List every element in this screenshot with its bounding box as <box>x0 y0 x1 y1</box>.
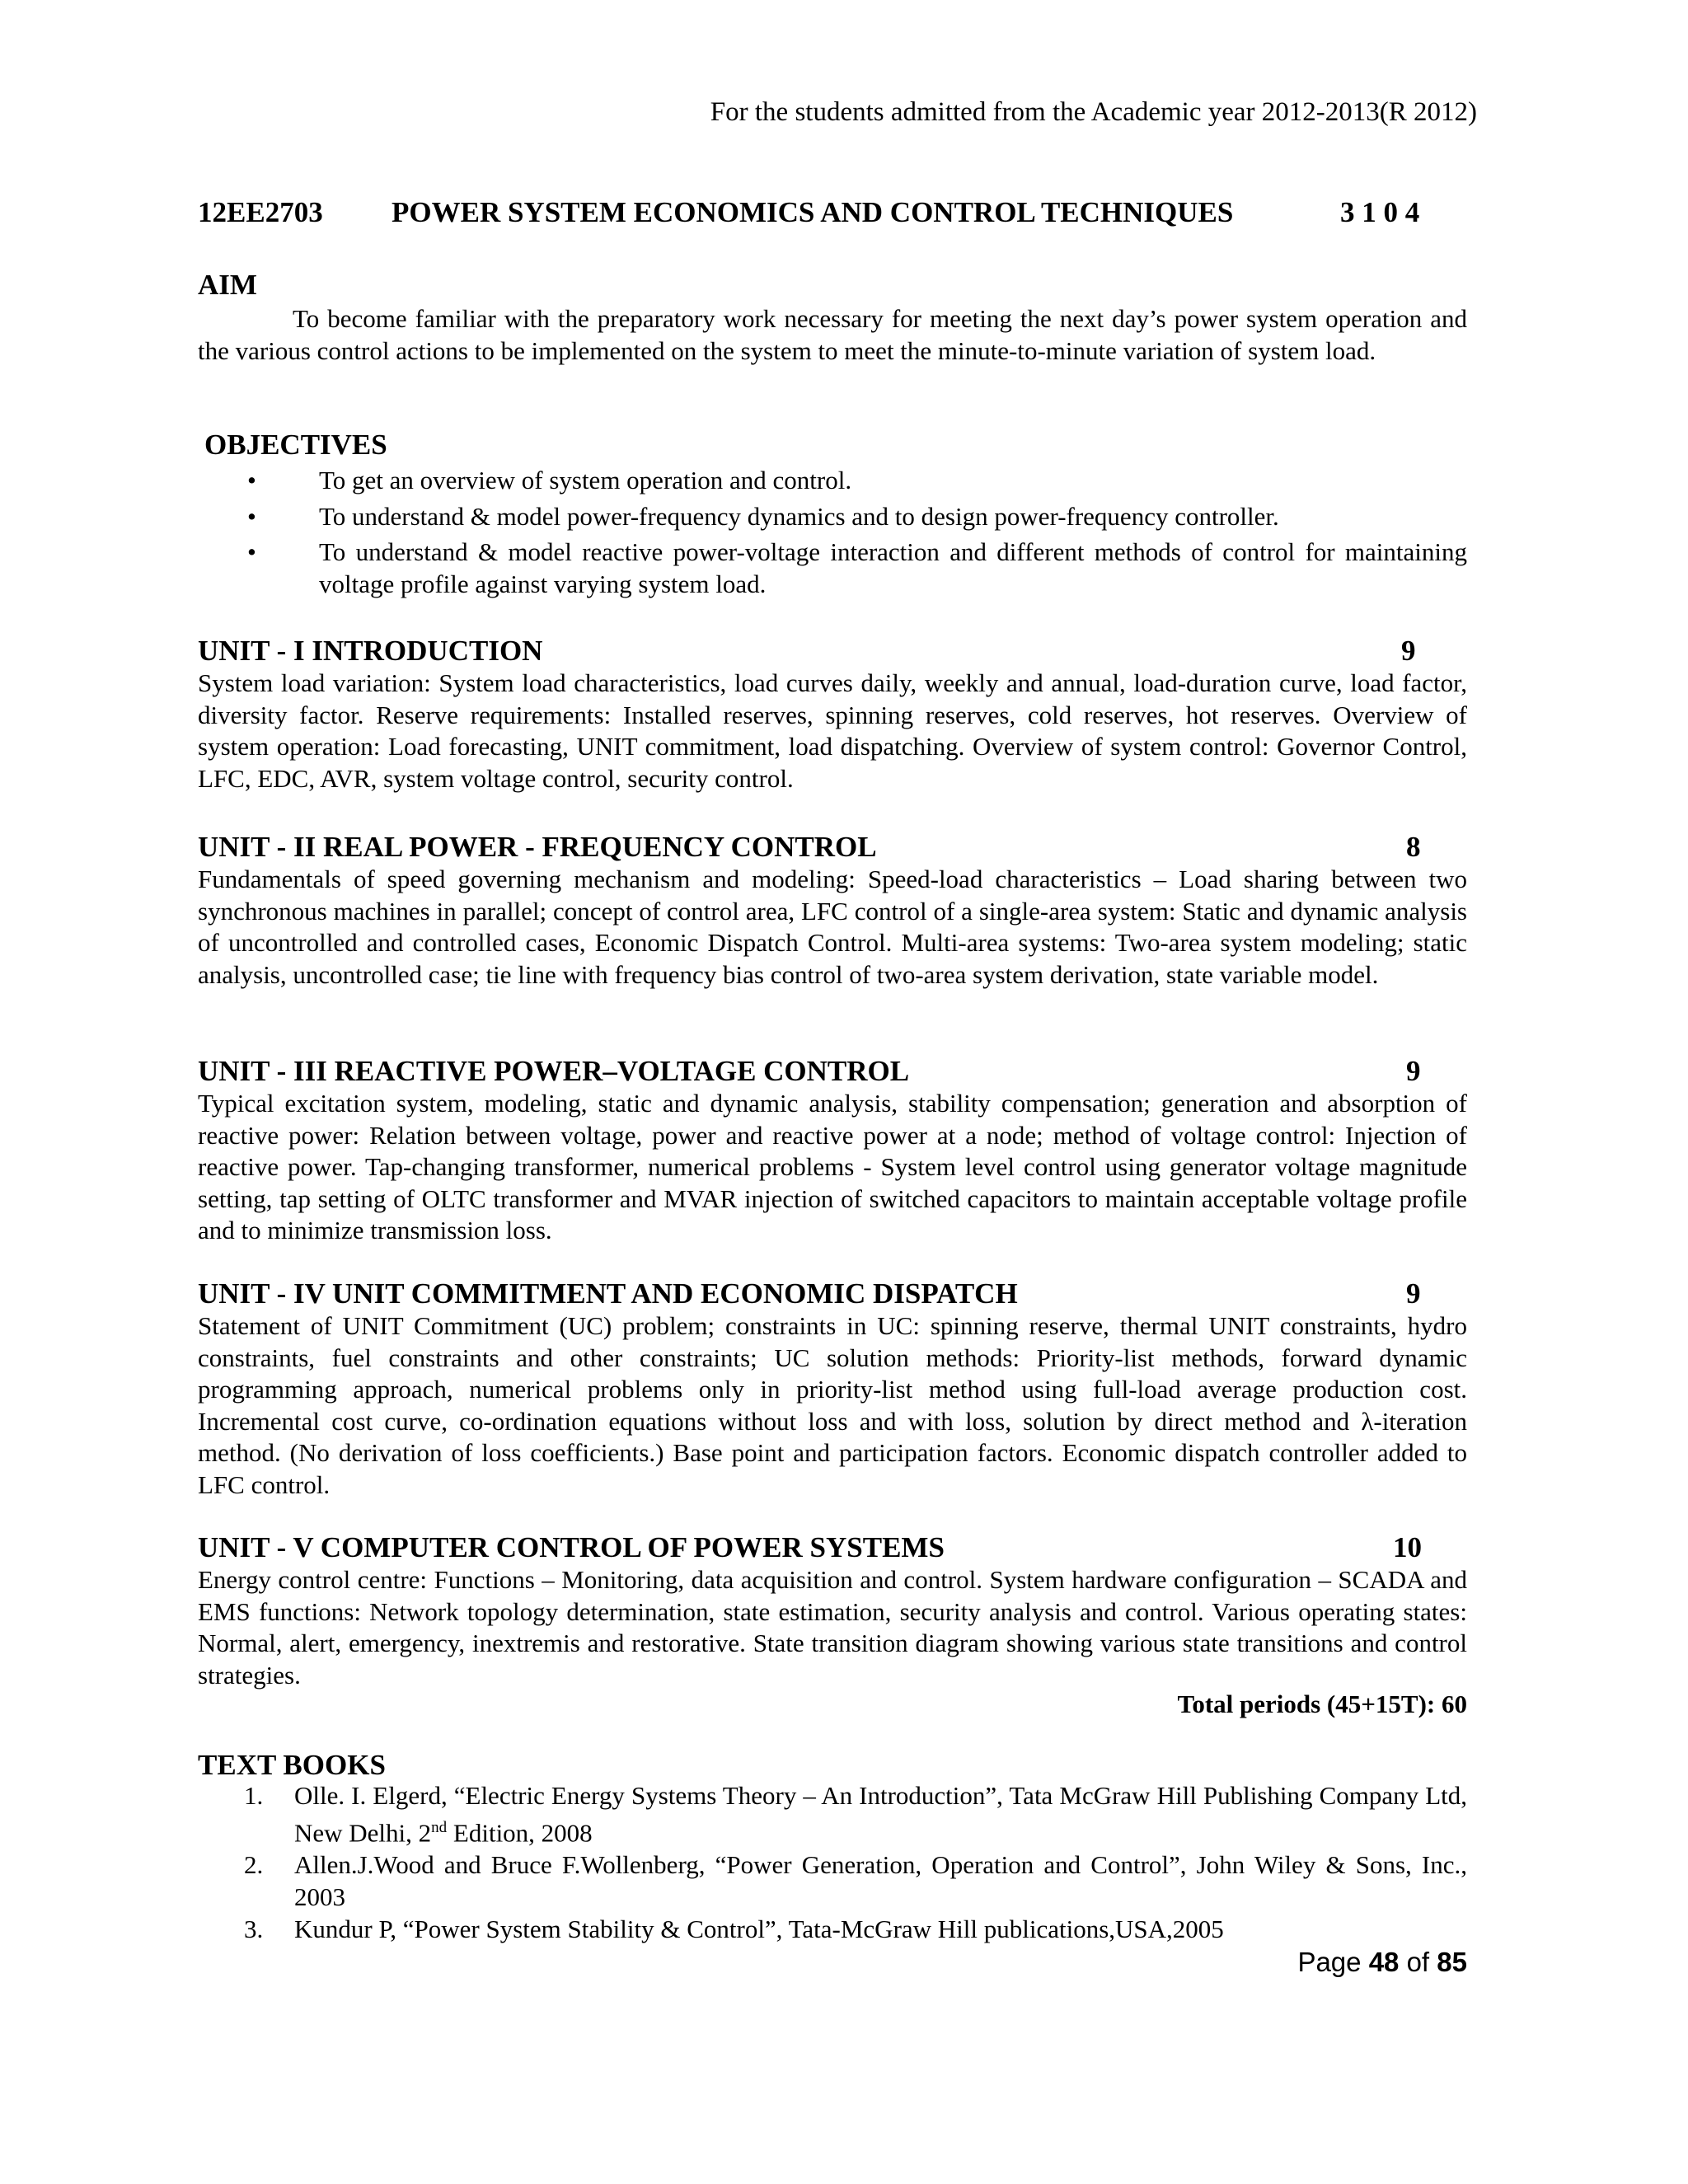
unit-title: UNIT - II REAL POWER - FREQUENCY CONTROL <box>198 831 877 863</box>
unit-title: UNIT - III REACTIVE POWER–VOLTAGE CONTROL <box>198 1055 910 1087</box>
page-number: Page 48 of 85 <box>1297 1947 1467 1977</box>
course-credits: 3 1 0 4 <box>1340 196 1420 228</box>
objectives-list <box>198 465 1467 604</box>
unit-3-heading <box>198 1055 1451 1088</box>
total-periods: Total periods (45+15T): 60 <box>1177 1690 1467 1718</box>
unit-hours: 8 <box>1406 831 1421 863</box>
unit-title: UNIT - IV UNIT COMMITMENT AND ECONOMIC DISPATCH <box>198 1277 1018 1310</box>
objectives-heading: OBJECTIVES <box>204 429 387 461</box>
text-books-list <box>198 1780 1467 1947</box>
text-book-item: 1. Olle. I. Elgerd, “Electric Energy Systems Theory – An Introduction”, Tata McGraw Hill Publishing Company Ltd, New Delhi, 2nd Edition, 2008 <box>244 1781 1467 1847</box>
aim-heading: AIM <box>198 269 257 301</box>
course-code: 12EE2703 <box>198 196 323 228</box>
unit-5-heading <box>198 1531 1451 1564</box>
unit-5-text: Energy control centre: Functions – Monitoring, data acquisition and control. System hardware configuration – SCADA and EMS functions: Network topology determination, state estimation, security analysis and control. Various operating states: Normal, alert, emergency, inextremis and restorative. State transition diagram showing various state transitions and control strategies. <box>198 1565 1467 1690</box>
unit-hours: 9 <box>1406 1055 1421 1087</box>
unit-2-text: Fundamentals of speed governing mechanism and modeling: Speed-load characteristics – Load sharing between two synchronous machines in parallel; concept of control area, LFC control of a single-area system: Static and dynamic analysis of uncontrolled and controlled cases, Economic Dispatch Control. Multi-area systems: Two-area system modeling; static analysis, uncontrolled case; tie line with frequency bias control of two-area system derivation, state variable model. <box>198 865 1467 989</box>
unit-title: UNIT - V COMPUTER CONTROL OF POWER SYSTEMS <box>198 1531 945 1563</box>
objective-item: • To understand & model power-frequency dynamics and to design power-frequency controller. <box>198 501 1467 533</box>
unit-4-text: Statement of UNIT Commitment (UC) problem; constraints in UC: spinning reserve, thermal UNIT constraints, hydro constraints, fuel constraints and other constraints; UC solution methods: Priority-list methods, forward dynamic programming approach, numerical problems only in priority-list method using full-load average production cost. Incremental cost curve, co-ordination equations without loss and with loss, solution by direct method and λ-iteration method. (No derivation of loss coefficients.) Base point and participation factors. Economic dispatch controller added to LFC control. <box>198 1311 1467 1499</box>
aim-text: To become familiar with the preparatory work necessary for meeting the next day’s power system operation and the various control actions to be implemented on the system to meet the minute-to-minute variation of system load. <box>198 304 1467 365</box>
unit-4-heading <box>198 1277 1451 1310</box>
header-note: For the students admitted from the Academic year 2012-2013(R 2012) <box>710 97 1477 127</box>
objective-item: • To get an overview of system operation and control. <box>198 465 1467 497</box>
unit-hours: 9 <box>1401 635 1416 667</box>
text-books-heading: TEXT BOOKS <box>198 1749 386 1781</box>
bullet-icon: • <box>247 466 256 494</box>
unit-1-heading <box>198 635 1451 668</box>
bullet-icon: • <box>247 537 256 566</box>
unit-hours: 10 <box>1393 1531 1422 1563</box>
unit-title: UNIT - I INTRODUCTION <box>198 635 543 667</box>
text-book-item: 3. Kundur P, “Power System Stability & Control”, Tata-McGraw Hill publications,USA,2005 <box>244 1915 1224 1944</box>
unit-hours: 9 <box>1406 1277 1421 1310</box>
bullet-icon: • <box>247 501 256 531</box>
course-title: POWER SYSTEM ECONOMICS AND CONTROL TECHNIQUES <box>392 196 1234 228</box>
unit-1-text: System load variation: System load characteristics, load curves daily, weekly and annual, load-duration curve, load factor, diversity factor. Reserve requirements: Installed reserves, spinning reserves, cold reserves, hot reserves. Overview of system operation: Load forecasting, UNIT commitment, load dispatching. Overview of system control: Governor Control, LFC, EDC, AVR, system voltage control, security control. <box>198 668 1467 793</box>
objective-item: • To understand & model reactive power-voltage interaction and different methods of control for maintaining voltage profile against varying system load. <box>247 537 1467 598</box>
text-book-item: 2. Allen.J.Wood and Bruce F.Wollenberg, “Power Generation, Operation and Control”, John Wiley & Sons, Inc., 2003 <box>244 1850 1467 1911</box>
unit-3-text: Typical excitation system, modeling, static and dynamic analysis, stability compensation; generation and absorption of reactive power: Relation between voltage, power and reactive power at a node; method of voltage control: Injection of reactive power. Tap-changing transformer, numerical problems - System level control using generator voltage magnitude setting, tap setting of OLTC transformer and MVAR injection of switched capacitors to maintain acceptable voltage profile and to minimize transmission loss. <box>198 1089 1467 1244</box>
unit-2-heading <box>198 831 1451 864</box>
